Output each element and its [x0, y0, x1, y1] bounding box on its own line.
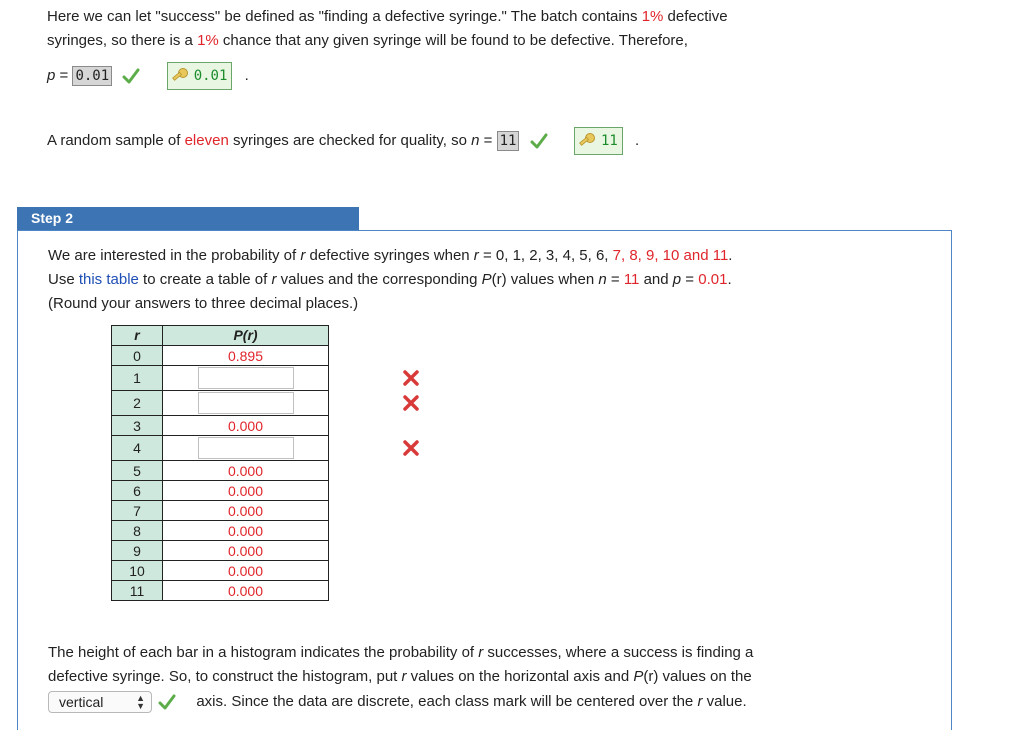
incorrect-x-icon	[402, 394, 420, 412]
r-cell: 3	[112, 416, 163, 436]
hist-text: values on the horizontal axis and	[406, 668, 634, 685]
table-row	[112, 541, 329, 561]
axis-select-value: vertical	[59, 694, 104, 711]
p-answer-key[interactable]	[167, 62, 233, 90]
r-cell: 2	[112, 391, 163, 416]
histogram-line-2	[48, 667, 752, 687]
pr-cell: 0.000	[163, 416, 329, 436]
select-arrows-icon: ▲ ▼	[136, 693, 145, 712]
var-n: n	[598, 271, 607, 288]
pr-cell: 0.000	[163, 541, 329, 561]
intro-text: chance that any given syringe will be found to be defective. Therefore,	[218, 32, 688, 49]
r-cell: 6	[112, 481, 163, 501]
var-r: r	[478, 644, 484, 661]
table-row	[112, 481, 329, 501]
pr-cell	[163, 391, 329, 416]
pr-cell: 0.000	[163, 501, 329, 521]
column-header-r: r	[112, 326, 163, 346]
pr-input-r1[interactable]	[198, 367, 294, 389]
incorrect-x-icon	[402, 369, 420, 387]
step2-line-2	[48, 270, 732, 290]
step-text: and	[639, 271, 673, 288]
step-2-header: Step 2	[17, 207, 359, 230]
checkmark-icon	[530, 133, 548, 149]
var-p: P	[481, 271, 492, 288]
r-cell: 7	[112, 501, 163, 521]
step2-line-3: (Round your answers to three decimal places.)	[48, 295, 359, 312]
var-r: r	[401, 668, 407, 685]
var-r: r	[697, 693, 703, 710]
r-cell: 9	[112, 541, 163, 561]
r-cell: 5	[112, 461, 163, 481]
binomial-table-link[interactable]: this table	[78, 271, 139, 288]
table-row	[112, 461, 329, 481]
checkmark-icon	[122, 68, 140, 84]
var-r: r	[271, 271, 277, 288]
n-value: 11	[623, 271, 640, 288]
p-label: p	[47, 66, 56, 84]
r-cell: 1	[112, 366, 163, 391]
step-text: = 0, 1, 2, 3, 4, 5, 6,	[478, 247, 613, 264]
n-key-value: 11	[600, 133, 618, 149]
r-values-highlight: 7, 8, 9, 10 and 11	[612, 247, 729, 264]
p-answer-row	[47, 62, 249, 90]
column-header-pr: P(r)	[163, 326, 329, 346]
intro-text: defective	[663, 8, 728, 25]
histogram-line-3	[48, 690, 747, 714]
n-answer-field[interactable]: 11	[497, 131, 520, 151]
table-row	[112, 391, 329, 416]
var-r: r	[473, 247, 479, 264]
axis-select[interactable]	[48, 691, 152, 713]
sample-text: A random sample of	[47, 131, 185, 149]
r-cell: 10	[112, 561, 163, 581]
pr-input-r4[interactable]	[198, 437, 294, 459]
r-cell: 0	[112, 346, 163, 366]
hist-text: value.	[702, 693, 747, 710]
histogram-line-1	[48, 643, 753, 663]
var-r: r	[300, 247, 306, 264]
p-answer-field[interactable]: 0.01	[72, 66, 112, 86]
key-icon	[577, 131, 597, 151]
table-row	[112, 416, 329, 436]
defect-rate: 1%	[197, 32, 219, 49]
pr-cell: 0.000	[163, 581, 329, 601]
hist-text: axis. Since the data are discrete, each class mark will be centered over the	[196, 693, 698, 710]
var-r: (r)	[491, 271, 507, 288]
pr-cell: 0.000	[163, 561, 329, 581]
pr-cell	[163, 366, 329, 391]
equals-sign: =	[606, 271, 624, 288]
table-row	[112, 561, 329, 581]
intro-text: Here we can let "success" be defined as "finding a defective syringe." The batch contains	[47, 8, 642, 25]
period: .	[728, 247, 733, 264]
pr-cell: 0.000	[163, 461, 329, 481]
sample-size-word: eleven	[184, 131, 229, 149]
period: .	[634, 131, 640, 149]
p-key-value: 0.01	[193, 68, 228, 84]
period: .	[727, 271, 732, 288]
hist-text: values on the	[658, 668, 752, 685]
table-row	[112, 436, 329, 461]
equals-sign: =	[681, 271, 699, 288]
checkmark-icon	[158, 694, 176, 710]
intro-line-2	[47, 31, 688, 51]
step-text: values when	[506, 271, 599, 288]
step2-line-1	[48, 246, 732, 266]
pr-cell: 0.000	[163, 481, 329, 501]
r-cell: 4	[112, 436, 163, 461]
n-answer-row	[47, 127, 639, 155]
table-row	[112, 521, 329, 541]
period: .	[244, 66, 249, 84]
r-cell: 8	[112, 521, 163, 541]
table-row	[112, 366, 329, 391]
defect-rate: 1%	[641, 8, 664, 25]
var-r: (r)	[643, 668, 659, 685]
var-p: P	[633, 668, 644, 685]
n-answer-key[interactable]	[574, 127, 623, 155]
hist-text: defective syringe. So, to construct the histogram, put	[48, 668, 402, 685]
probability-table	[111, 325, 329, 601]
n-label: n	[471, 131, 480, 149]
pr-cell	[163, 436, 329, 461]
step-text: Use	[48, 271, 79, 288]
step-text: defective syringes when	[305, 247, 474, 264]
table-row	[112, 346, 329, 366]
p-value: 0.01	[698, 271, 728, 288]
r-cell: 11	[112, 581, 163, 601]
hist-text: successes, where a success is finding a	[483, 644, 754, 661]
var-p: p	[672, 271, 682, 288]
incorrect-x-icon	[402, 439, 420, 457]
pr-cell: 0.895	[163, 346, 329, 366]
step-text: to create a table of	[138, 271, 272, 288]
sample-text: syringes are checked for quality, so	[228, 131, 472, 149]
pr-cell: 0.000	[163, 521, 329, 541]
equals-sign: =	[479, 131, 497, 149]
intro-text: syringes, so there is a	[47, 32, 198, 49]
pr-input-r2[interactable]	[198, 392, 294, 414]
step-text: We are interested in the probability of	[48, 247, 301, 264]
equals-sign: =	[55, 66, 73, 84]
intro-line-1	[47, 7, 728, 27]
step-text: values and the corresponding	[276, 271, 482, 288]
table-row	[112, 581, 329, 601]
hist-text: The height of each bar in a histogram indicates the probability of	[48, 644, 479, 661]
key-icon	[170, 66, 190, 86]
table-row	[112, 501, 329, 521]
